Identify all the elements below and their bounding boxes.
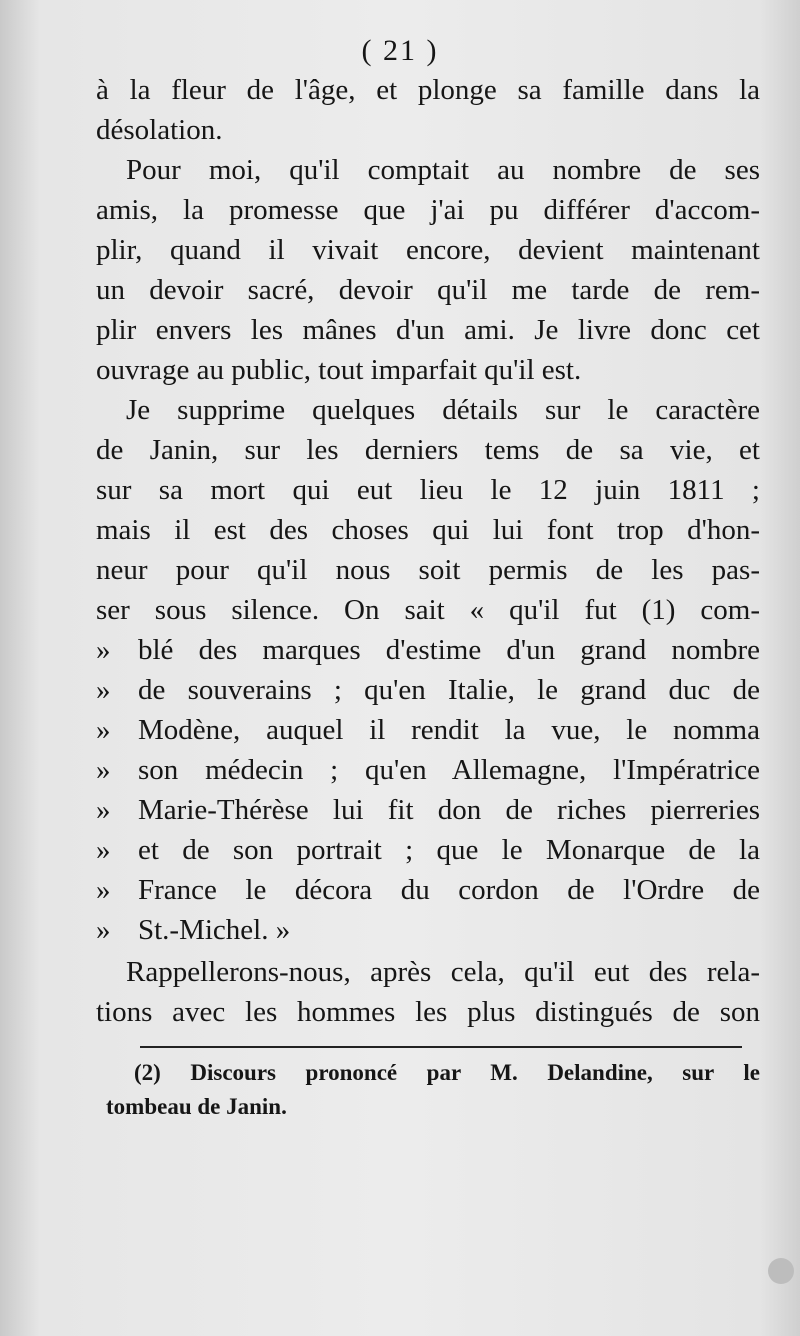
quote-text: France le décora du cordon de l'Ordre de xyxy=(138,874,760,906)
paper-stain xyxy=(768,1258,794,1284)
text-line: amis, la promesse que j'ai pu différer d'accom- xyxy=(96,194,760,226)
text-line: à la fleur de l'âge, et plonge sa famille dans la xyxy=(96,74,760,106)
footnote-line: tombeau de Janin. xyxy=(106,1094,287,1119)
quote-mark: » xyxy=(96,674,111,706)
body-text xyxy=(96,70,760,1032)
quote-line xyxy=(96,790,760,830)
footnote-rule xyxy=(140,1046,742,1048)
text-line: Rappellerons-nous, après cela, qu'il eut des rela- xyxy=(126,956,760,988)
text-line: mais il est des choses qui lui font trop d'hon- xyxy=(96,514,760,546)
quote-text: son médecin ; qu'en Allemagne, l'Impératrice xyxy=(138,754,760,786)
text-line: plir, quand il vivait encore, devient maintenant xyxy=(96,234,760,266)
text-line: Je supprime quelques détails sur le caractère xyxy=(126,394,760,426)
quote-mark: » xyxy=(96,754,111,786)
text-line: désolation. xyxy=(96,114,223,146)
quote-line xyxy=(96,870,760,910)
quote-text: blé des marques d'estime d'un grand nombre xyxy=(138,634,760,666)
quote-text: Marie-Thérèse lui fit don de riches pierreries xyxy=(138,794,760,826)
quote-line xyxy=(96,830,760,870)
quote-line xyxy=(96,710,760,750)
page-number: ( 21 ) xyxy=(361,34,439,67)
quote-text: de souverains ; qu'en Italie, le grand duc de xyxy=(138,674,760,706)
quote-line xyxy=(96,670,760,710)
text-line: de Janin, sur les derniers tems de sa vie, et xyxy=(96,434,760,466)
quote-mark: » xyxy=(96,794,111,826)
quote-mark: » xyxy=(96,714,111,746)
text-line: plir envers les mânes d'un ami. Je livre donc cet xyxy=(96,314,760,346)
text-line: ser sous silence. On sait « qu'il fut (1) com- xyxy=(96,594,760,626)
quote-mark: » xyxy=(96,834,111,866)
quote-mark: » xyxy=(96,914,111,946)
quote-text: et de son portrait ; que le Monarque de la xyxy=(138,834,760,866)
quote-line xyxy=(96,750,760,790)
quote-line xyxy=(96,630,760,670)
text-line: un devoir sacré, devoir qu'il me tarde de rem- xyxy=(96,274,760,306)
text-line: sur sa mort qui eut lieu le 12 juin 1811 ; xyxy=(96,474,760,506)
quote-mark: » xyxy=(96,634,111,666)
text-line: tions avec les hommes les plus distingués de son xyxy=(96,996,760,1028)
text-line: Pour moi, qu'il comptait au nombre de ses xyxy=(126,154,760,186)
footnote xyxy=(106,1056,760,1124)
text-line: neur pour qu'il nous soit permis de les pas- xyxy=(96,554,760,586)
footnote-line: (2) Discours prononcé par M. Delandine, sur le xyxy=(134,1060,760,1085)
quote-text: St.-Michel. » xyxy=(138,914,291,946)
quote-text: Modène, auquel il rendit la vue, le nomma xyxy=(138,714,760,746)
quote-line xyxy=(96,910,760,950)
text-line: ouvrage au public, tout imparfait qu'il est. xyxy=(96,354,582,386)
quote-mark: » xyxy=(96,874,111,906)
